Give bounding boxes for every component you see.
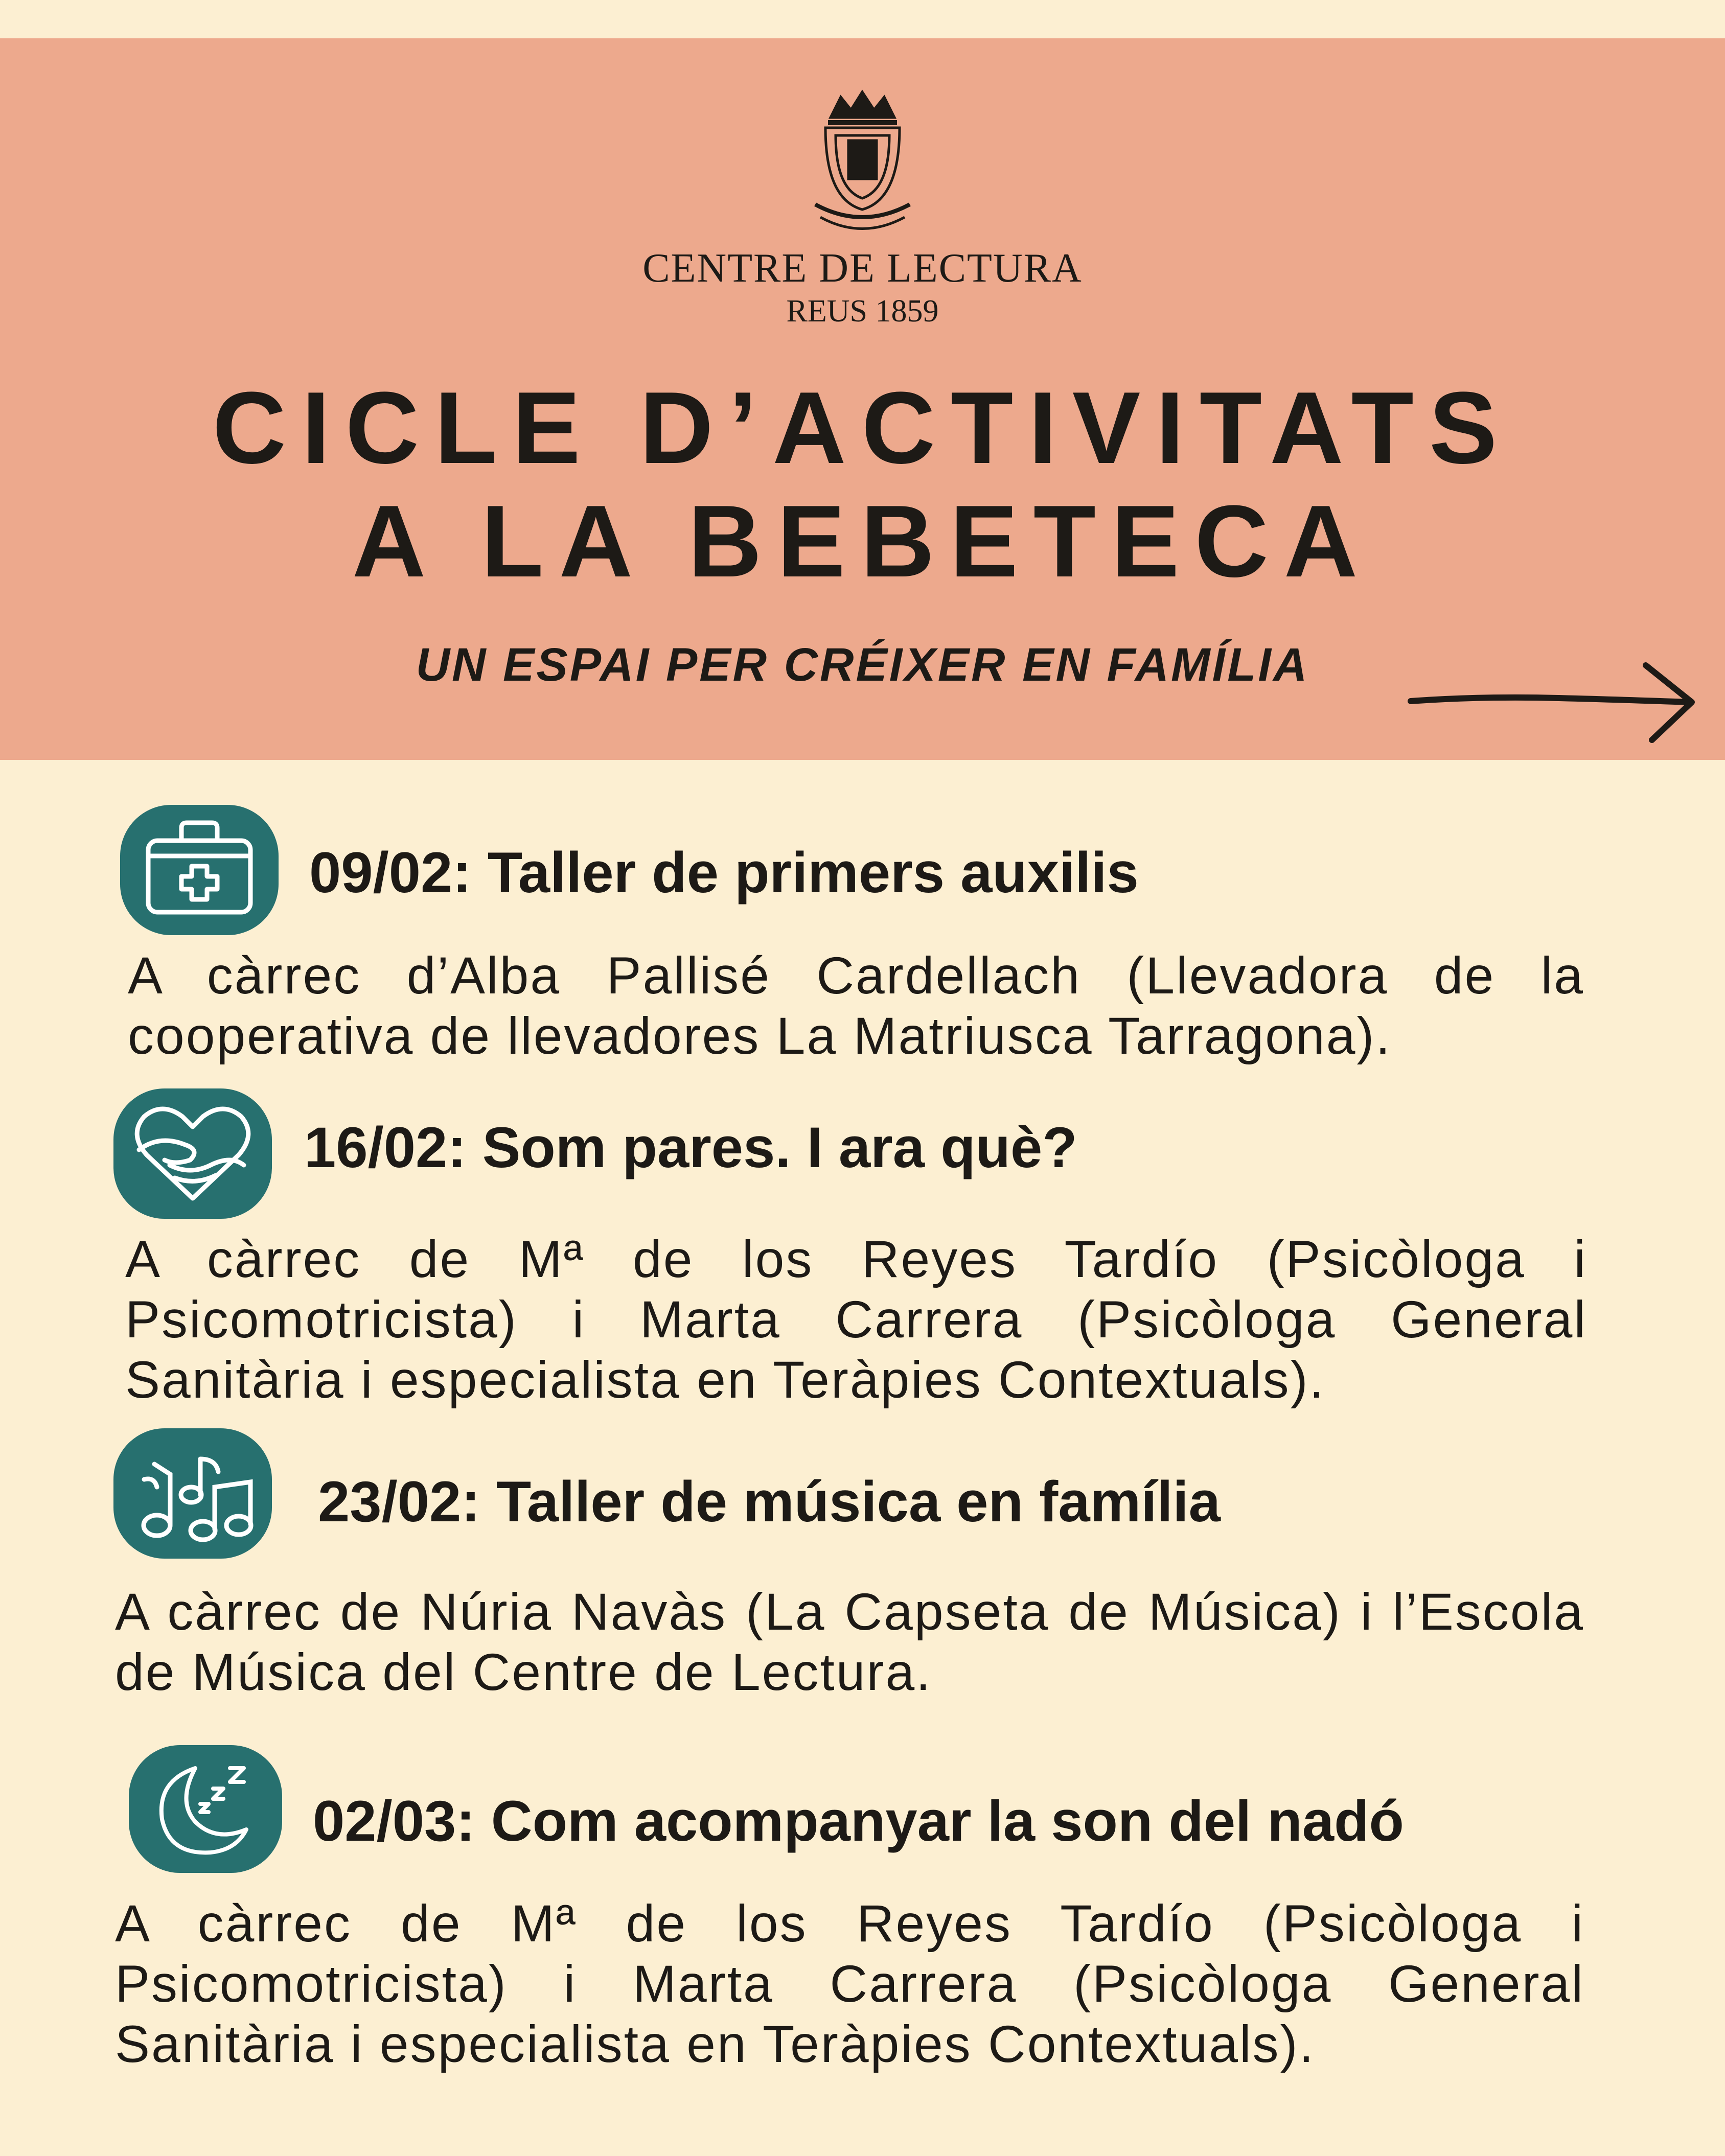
activity-2-title: 16/02: Som pares. I ara què? <box>304 1116 1077 1179</box>
activity-3-title: 23/02: Taller de música en família <box>318 1470 1221 1534</box>
activity-1-title: 09/02: Taller de primers auxilis <box>309 841 1139 905</box>
first-aid-kit-icon <box>120 805 279 935</box>
logo-subtitle: REUS 1859 <box>786 294 939 329</box>
heart-hands-icon <box>113 1088 272 1219</box>
activity-2-description: A càrrec de Mª de los Reyes Tardío (Psicòloga i Psicomotricista) i Marta Carrera (Psicòloga General Sanitària i especialista en Teràpies Contextuals). <box>125 1230 1587 1409</box>
main-title-line2: A LA BEBETECA <box>352 484 1373 598</box>
music-notes-icon <box>113 1428 272 1559</box>
arrow-right-icon <box>1406 659 1699 746</box>
centre-de-lectura-logo <box>805 87 920 240</box>
activity-4-description: A càrrec de Mª de los Reyes Tardío (Psicòloga i Psicomotricista) i Marta Carrera (Psicòloga General Sanitària i especialista en Teràpies Contextuals). <box>115 1894 1584 2073</box>
activity-1-description: A càrrec d’Alba Pallisé Cardellach (Llevadora de la cooperativa de llevadores La Matriusca Tarragona). <box>128 946 1584 1065</box>
main-title-line1: CICLE D’ACTIVITATS <box>212 371 1513 485</box>
logo-title: CENTRE DE LECTURA <box>642 246 1083 291</box>
activity-4-title: 02/03: Com acompanyar la son del nadó <box>313 1789 1404 1853</box>
crest-icon <box>805 87 920 240</box>
moon-sleep-icon <box>129 1745 282 1873</box>
tagline: UN ESPAI PER CRÉIXER EN FAMÍLIA <box>416 639 1309 691</box>
activity-3-description: A càrrec de Núria Navàs (La Capseta de Música) i l’Escola de Música del Centre de Lectura. <box>115 1583 1584 1701</box>
